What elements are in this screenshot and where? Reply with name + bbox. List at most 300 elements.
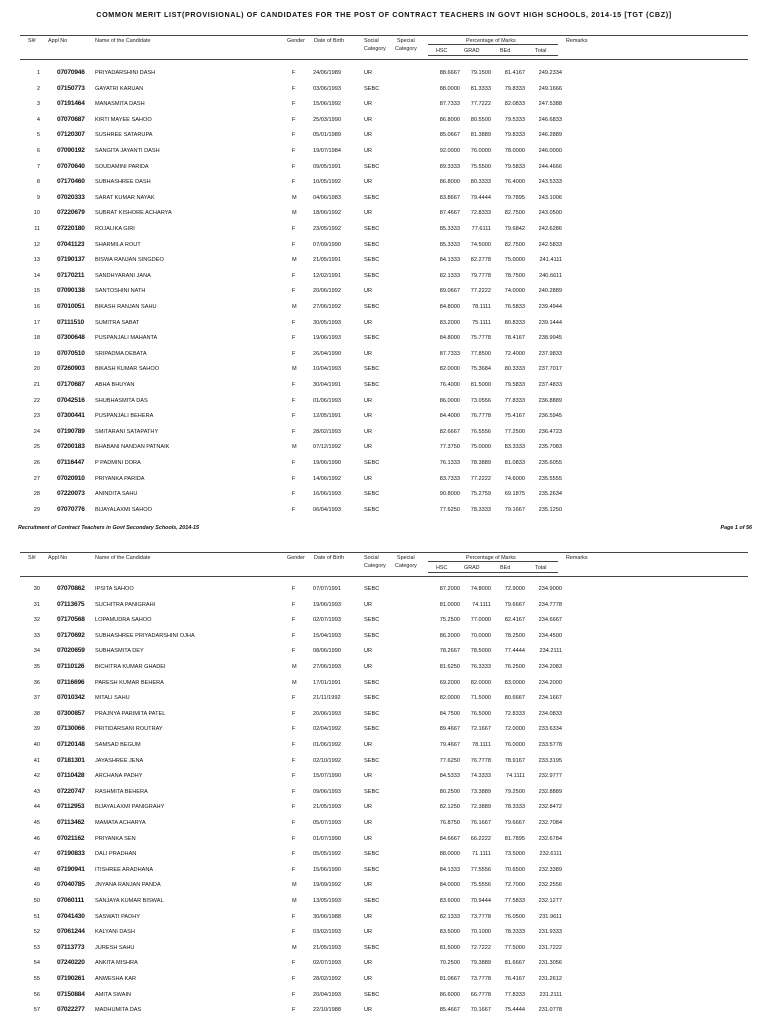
cell-bed: 72.9000 — [504, 586, 525, 592]
column-header-special1: Special — [397, 555, 415, 561]
table-row — [0, 98, 768, 112]
cell-bed: 75.4167 — [504, 413, 525, 420]
cell-gender: F — [292, 835, 296, 842]
cell-social-category: SEBC — [364, 991, 380, 998]
cell-bed: 79.2500 — [504, 788, 525, 795]
cell-grad: 72.3889 — [470, 804, 491, 811]
cell-social-category: UR — [364, 319, 373, 326]
cell-gender: F — [292, 101, 296, 108]
cell-social-category: SEBC — [364, 85, 380, 92]
cell-hsc: 76.8750 — [439, 820, 460, 826]
table-row — [0, 1004, 768, 1018]
cell-appl: 07041430 — [57, 912, 85, 920]
cell-name: SMITARANI SATAPATHY — [95, 428, 159, 435]
cell-sl: 14 — [33, 272, 40, 279]
footer-page-number: Page 1 of 56 — [720, 525, 752, 531]
cell-hsc: 92.0000 — [439, 148, 460, 154]
cell-sl: 48 — [33, 866, 40, 873]
cell-appl: 07170211 — [57, 271, 85, 279]
cell-dob: 09/05/1991 — [313, 163, 341, 170]
cell-appl: 07111510 — [57, 318, 85, 326]
cell-social-category: SEBC — [364, 272, 380, 279]
cell-hsc: 84.6667 — [439, 835, 460, 842]
cell-grad: 72.8333 — [470, 210, 491, 217]
cell-gender: M — [292, 257, 297, 264]
cell-appl: 07190833 — [57, 850, 85, 858]
cell-grad: 70.0000 — [470, 632, 491, 639]
cell-name: ITISHREE ARADHANA — [95, 866, 154, 873]
cell-hsc: 82.1333 — [439, 272, 460, 279]
cell-total: 249.2334 — [538, 70, 562, 76]
cell-name: KALYANI DASH — [95, 929, 135, 936]
cell-gender: F — [292, 475, 296, 482]
page-title: COMMON MERIT LIST(PROVISIONAL) OF CANDIDATES FOR THE POST OF CONTRACT TEACHERS IN GOVT HIGH SCHOOLS, 2014-15 [TGT (CBZ)] — [96, 10, 672, 19]
cell-appl: 07191464 — [57, 100, 85, 108]
table-row — [0, 645, 768, 659]
cell-hsc: 86.0000 — [439, 397, 460, 404]
cell-dob: 03/06/1993 — [313, 85, 341, 92]
cell-name: BHABANI NANDAN PATNAIK — [95, 444, 170, 451]
cell-social-category: SEBC — [364, 851, 380, 858]
cell-bed: 80.8333 — [504, 319, 525, 326]
cell-total: 235.6055 — [538, 460, 562, 466]
cell-total: 243.0500 — [538, 210, 562, 217]
cell-sl: 7 — [36, 163, 40, 170]
cell-name: P PADMINI DORA — [95, 460, 141, 466]
cell-social-category: UR — [364, 132, 373, 139]
cell-dob: 15/06/1990 — [313, 866, 341, 873]
cell-appl: 07150773 — [57, 84, 85, 92]
table-row — [0, 488, 768, 502]
column-header-social1: Social — [364, 38, 379, 44]
table-row — [0, 317, 768, 331]
cell-dob: 27/06/1993 — [313, 664, 341, 670]
cell-hsc: 86.6000 — [439, 991, 460, 998]
cell-sl: 15 — [33, 288, 40, 295]
cell-sl: 4 — [36, 116, 40, 123]
cell-dob: 15/06/1992 — [313, 101, 341, 108]
cell-social-category: UR — [364, 835, 373, 842]
cell-name: SUMITRA SABAT — [95, 319, 140, 326]
cell-name: MITALI SAHU — [95, 695, 130, 702]
cell-sl: 27 — [33, 475, 40, 482]
cell-name: MANASMITA DASH — [95, 101, 145, 108]
cell-social-category: SEBC — [364, 726, 380, 733]
cell-bed: 82.4167 — [504, 617, 525, 624]
cell-total: 232.9777 — [538, 773, 562, 780]
cell-appl: 07061244 — [57, 928, 85, 936]
cell-grad: 79.4444 — [470, 194, 491, 201]
cell-gender: F — [292, 788, 296, 795]
cell-total: 243.1006 — [538, 194, 562, 201]
cell-total: 232.2556 — [538, 882, 562, 889]
cell-gender: M — [292, 944, 297, 951]
cell-sl: 20 — [33, 366, 40, 373]
table-row — [0, 864, 768, 878]
cell-sl: 13 — [33, 257, 40, 264]
cell-dob: 05/05/1992 — [313, 851, 341, 858]
cell-gender: F — [292, 132, 296, 139]
cell-hsc: 84.8000 — [439, 335, 460, 342]
cell-gender: M — [292, 882, 297, 889]
cell-dob: 30/06/1988 — [313, 913, 341, 920]
column-header-grad: GRAD — [464, 565, 480, 571]
cell-bed: 76.0000 — [504, 742, 525, 748]
cell-grad: 75.2759 — [470, 491, 491, 498]
cell-grad: 76.3333 — [470, 664, 491, 670]
cell-gender: F — [292, 116, 296, 123]
table-row — [0, 254, 768, 268]
cell-appl: 07300441 — [57, 412, 85, 420]
footer-left-text: Recruitment of Contract Teachers in Govt Secondary Schools, 2014-15 — [18, 525, 200, 531]
cell-appl: 07220180 — [57, 225, 85, 232]
table-row — [0, 630, 768, 644]
cell-name: BISWA RANJAN SINGDEO — [95, 257, 164, 264]
cell-bed: 69.1875 — [504, 491, 525, 498]
cell-bed: 76.2500 — [504, 664, 525, 670]
cell-dob: 03/02/1993 — [313, 929, 341, 936]
cell-name: PUSPANJALI MAHANTA — [95, 335, 158, 342]
cell-social-category: SEBC — [364, 194, 380, 201]
cell-sl: 1 — [36, 70, 40, 76]
cell-total: 237.4833 — [538, 382, 562, 388]
cell-bed: 72.8333 — [504, 710, 525, 717]
cell-social-category: UR — [364, 210, 373, 217]
cell-dob: 21/05/1993 — [313, 944, 341, 951]
cell-name: BICHITRA KUMAR GHADEI — [95, 664, 166, 670]
cell-total: 234.6667 — [538, 617, 562, 624]
cell-dob: 05/07/1993 — [313, 820, 341, 826]
cell-grad: 70.1667 — [470, 1007, 491, 1014]
cell-social-category: SEBC — [364, 898, 380, 904]
column-header-appl: Appl No — [48, 555, 68, 561]
cell-bed: 78.9167 — [504, 757, 525, 764]
cell-sl: 28 — [33, 491, 40, 498]
cell-hsc: 83.8667 — [439, 194, 460, 201]
cell-total: 231.9611 — [539, 913, 562, 920]
cell-sl: 47 — [33, 851, 40, 858]
cell-name: SAMSAD BEGUM — [95, 742, 141, 748]
cell-social-category: SEBC — [364, 366, 380, 373]
cell-social-category: SEBC — [364, 866, 380, 873]
column-header-social1: Social — [364, 555, 379, 561]
cell-hsc: 79.4667 — [439, 742, 460, 748]
cell-name: SANTOSHINI NATH — [95, 288, 146, 295]
cell-gender: F — [292, 632, 296, 639]
cell-sl: 42 — [33, 773, 40, 780]
table-row — [0, 926, 768, 940]
cell-social-category: SEBC — [364, 491, 380, 498]
cell-hsc: 81.0667 — [439, 976, 460, 982]
cell-hsc: 87.7333 — [439, 350, 460, 357]
table-row — [0, 379, 768, 393]
cell-name: PRIYANKA SEN — [95, 835, 136, 842]
column-header-bed: BEd — [500, 48, 511, 54]
cell-dob: 21/11/1992 — [313, 695, 341, 702]
header-rule — [20, 59, 748, 60]
cell-grad: 78.3889 — [470, 460, 491, 466]
cell-gender: F — [292, 773, 296, 780]
cell-hsc: 88.0000 — [439, 85, 460, 92]
cell-name: BIJAYALAXMI PANIGRAHY — [95, 804, 165, 811]
cell-social-category: UR — [364, 929, 373, 936]
cell-name: SANDHYARANI JANA — [95, 272, 151, 279]
cell-name: SUBRAT KISHORE ACHARYA — [95, 210, 172, 217]
cell-appl: 07020910 — [57, 474, 85, 482]
cell-total: 242.5833 — [538, 241, 562, 248]
cell-sl: 44 — [33, 804, 40, 811]
cell-dob: 08/06/1990 — [313, 648, 341, 655]
cell-appl: 07021162 — [57, 834, 85, 842]
cell-total: 232.7084 — [538, 820, 562, 826]
cell-name: PUSPANJALI BEHERA — [95, 413, 154, 420]
cell-bed: 83.0000 — [504, 679, 525, 686]
cell-grad: 70.1000 — [470, 929, 491, 936]
cell-appl: 07070640 — [57, 162, 85, 170]
cell-social-category: UR — [364, 350, 373, 357]
cell-hsc: 90.8000 — [439, 491, 460, 498]
cell-social-category: UR — [364, 1007, 373, 1014]
cell-gender: F — [292, 1007, 296, 1014]
cell-grad: 77.6111 — [471, 226, 491, 232]
cell-bed: 79.6842 — [504, 226, 525, 232]
table-header — [0, 555, 768, 585]
cell-sl: 36 — [33, 679, 40, 686]
cell-appl: 07041123 — [57, 240, 85, 248]
cell-appl: 07240220 — [57, 959, 85, 967]
cell-grad: 70.9444 — [470, 898, 491, 904]
column-header-special2: Category — [395, 46, 417, 52]
cell-appl: 07040785 — [57, 881, 85, 889]
cell-grad: 74.8000 — [470, 586, 491, 592]
cell-bed: 77.4444 — [504, 648, 525, 655]
cell-social-category: SEBC — [364, 257, 380, 264]
cell-sl: 38 — [33, 710, 40, 717]
cell-name: MAMATA ACHARYA — [95, 820, 146, 826]
cell-total: 235.1250 — [538, 506, 562, 513]
cell-gender: F — [292, 820, 296, 826]
cell-dob: 10/05/1992 — [313, 179, 341, 186]
cell-dob: 13/05/1993 — [313, 898, 341, 904]
cell-name: PRITIDARSANI ROUTRAY — [95, 726, 163, 733]
cell-dob: 21/05/1991 — [313, 257, 341, 264]
column-header-social2: Category — [364, 563, 386, 569]
cell-bed: 77.5000 — [504, 944, 525, 951]
header-rule — [20, 35, 748, 36]
table-row — [0, 161, 768, 175]
cell-sl: 22 — [33, 397, 40, 404]
table-row — [0, 786, 768, 800]
cell-grad: 81.3333 — [470, 85, 491, 92]
cell-appl: 07220073 — [57, 490, 85, 498]
cell-bed: 79.5333 — [504, 116, 525, 123]
cell-social-category: UR — [364, 742, 373, 748]
cell-gender: F — [292, 397, 296, 404]
table-row — [0, 973, 768, 987]
cell-social-category: SEBC — [364, 757, 380, 764]
cell-hsc: 83.6000 — [439, 898, 460, 904]
cell-bed: 81.6667 — [504, 960, 525, 967]
cell-social-category: UR — [364, 148, 373, 154]
table-row — [0, 942, 768, 956]
cell-dob: 28/02/1992 — [313, 976, 341, 982]
cell-total: 234.0833 — [538, 710, 562, 717]
column-header-dob: Date of Birth — [314, 38, 344, 44]
column-header-special1: Special — [397, 38, 415, 44]
cell-bed: 77.5833 — [504, 898, 525, 904]
column-header-total: Total — [535, 48, 547, 54]
cell-social-category: UR — [364, 70, 373, 76]
cell-gender: F — [292, 148, 296, 154]
cell-grad: 77.2222 — [470, 288, 491, 295]
cell-appl: 07070862 — [57, 585, 85, 592]
table-row — [0, 223, 768, 237]
cell-hsc: 70.2500 — [439, 960, 460, 967]
cell-sl: 49 — [33, 882, 40, 889]
cell-social-category: SEBC — [364, 163, 380, 170]
cell-sl: 37 — [33, 695, 40, 702]
cell-name: ANINDITA SAHU — [95, 491, 138, 498]
cell-bed: 79.8333 — [504, 132, 525, 139]
cell-gender: F — [292, 726, 296, 733]
cell-appl: 07010051 — [57, 303, 85, 310]
column-header-name: Name of the Candidate — [95, 555, 151, 561]
cell-bed: 74.0000 — [504, 288, 525, 295]
cell-grad: 77.8500 — [470, 350, 491, 357]
table-row — [0, 677, 768, 691]
cell-name: SARAT KUMAR NAYAK — [95, 194, 155, 201]
cell-dob: 05/01/1989 — [313, 132, 341, 139]
cell-appl: 07170460 — [57, 178, 85, 186]
cell-sl: 23 — [33, 413, 40, 420]
column-header-special2: Category — [395, 563, 417, 569]
table-row — [0, 426, 768, 440]
cell-bed: 82.0833 — [504, 101, 525, 108]
cell-name: SASWATI PADHY — [95, 913, 140, 920]
cell-total: 249.1666 — [538, 85, 562, 92]
cell-social-category: UR — [364, 288, 373, 295]
cell-sl: 40 — [33, 742, 40, 748]
cell-social-category: UR — [364, 773, 373, 780]
cell-sl: 46 — [33, 835, 40, 842]
cell-dob: 20/06/1992 — [313, 288, 341, 295]
cell-hsc: 84.4000 — [439, 413, 460, 420]
cell-hsc: 77.3750 — [439, 444, 460, 451]
cell-gender: F — [292, 335, 296, 342]
table-row — [0, 363, 768, 377]
cell-social-category: SEBC — [364, 226, 380, 232]
table-row — [0, 848, 768, 862]
cell-dob: 02/07/1993 — [313, 617, 341, 624]
header-rule — [428, 44, 558, 45]
cell-sl: 34 — [33, 648, 40, 655]
cell-social-category: UR — [364, 444, 373, 451]
cell-appl: 07110126 — [57, 663, 85, 670]
cell-social-category: UR — [364, 804, 373, 811]
cell-gender: F — [292, 319, 296, 326]
cell-total: 243.5333 — [538, 179, 562, 186]
column-header-pct: Percentage of Marks — [466, 555, 516, 561]
cell-sl: 21 — [33, 382, 40, 388]
table-row — [0, 348, 768, 362]
cell-social-category: UR — [364, 664, 373, 670]
cell-bed: 76.5833 — [504, 304, 525, 310]
cell-hsc: 89.3333 — [439, 163, 460, 170]
table-row — [0, 692, 768, 706]
cell-name: SHUBHASMITA DAS — [95, 397, 148, 404]
cell-social-category: UR — [364, 960, 373, 967]
cell-appl: 07130066 — [57, 725, 85, 733]
cell-name: SUSHREE SATARUPA — [95, 132, 153, 139]
cell-hsc: 87.4667 — [439, 210, 460, 217]
cell-gender: F — [292, 929, 296, 936]
cell-sl: 52 — [33, 929, 40, 936]
cell-name: LOPAMUDRA SAHOO — [95, 617, 152, 624]
cell-appl: 07020333 — [57, 193, 85, 201]
cell-hsc: 88.6667 — [439, 70, 460, 76]
cell-dob: 17/01/1991 — [313, 679, 341, 686]
cell-total: 232.6111 — [539, 851, 562, 858]
cell-appl: 07020659 — [57, 647, 85, 655]
cell-hsc: 76.4000 — [439, 382, 460, 388]
cell-social-category: SEBC — [364, 944, 380, 951]
cell-sl: 31 — [33, 601, 40, 608]
cell-appl: 07070687 — [57, 115, 85, 123]
cell-grad: 78.5000 — [470, 648, 491, 655]
cell-appl: 07090192 — [57, 147, 85, 154]
cell-name: SUBHASMITA DEY — [95, 648, 144, 655]
cell-sl: 35 — [33, 664, 40, 670]
cell-grad: 73.7778 — [470, 913, 491, 920]
cell-grad: 81.5000 — [470, 382, 491, 388]
cell-gender: F — [292, 179, 296, 186]
cell-hsc: 82.0000 — [439, 366, 460, 373]
cell-gender: F — [292, 851, 296, 858]
table-row — [0, 661, 768, 675]
cell-total: 236.4723 — [538, 428, 562, 435]
cell-sl: 10 — [33, 210, 40, 217]
cell-bed: 70.6500 — [504, 866, 525, 873]
table-row — [0, 723, 768, 737]
cell-gender: F — [292, 288, 296, 295]
column-header-total: Total — [535, 565, 547, 571]
cell-sl: 30 — [33, 586, 40, 592]
cell-sl: 39 — [33, 726, 40, 733]
cell-appl: 07150884 — [57, 990, 85, 998]
cell-bed: 78.3333 — [504, 929, 525, 936]
column-header-appl: Appl No — [48, 38, 68, 44]
header-rule — [428, 561, 558, 562]
cell-name: SRIPADMA DEBATA — [95, 350, 147, 357]
table-row — [0, 441, 768, 455]
cell-total: 231.7222 — [538, 944, 562, 951]
cell-total: 231.2111 — [539, 991, 562, 998]
cell-name: JNYANA RANJAN PANDA — [95, 882, 161, 889]
cell-total: 231.3056 — [538, 960, 562, 967]
cell-appl: 07113462 — [57, 819, 85, 826]
cell-social-category: SEBC — [364, 241, 380, 248]
cell-dob: 19/06/1993 — [313, 335, 341, 342]
cell-hsc: 69.2000 — [439, 679, 460, 686]
cell-sl: 56 — [33, 991, 40, 998]
cell-gender: F — [292, 976, 296, 982]
cell-dob: 15/04/1993 — [313, 632, 341, 639]
cell-dob: 24/06/1989 — [313, 70, 341, 76]
cell-dob: 07/12/1992 — [313, 444, 341, 451]
cell-name: AMITA SWAIN — [95, 991, 132, 998]
cell-appl: 07181301 — [57, 756, 85, 764]
table-row — [0, 583, 768, 597]
